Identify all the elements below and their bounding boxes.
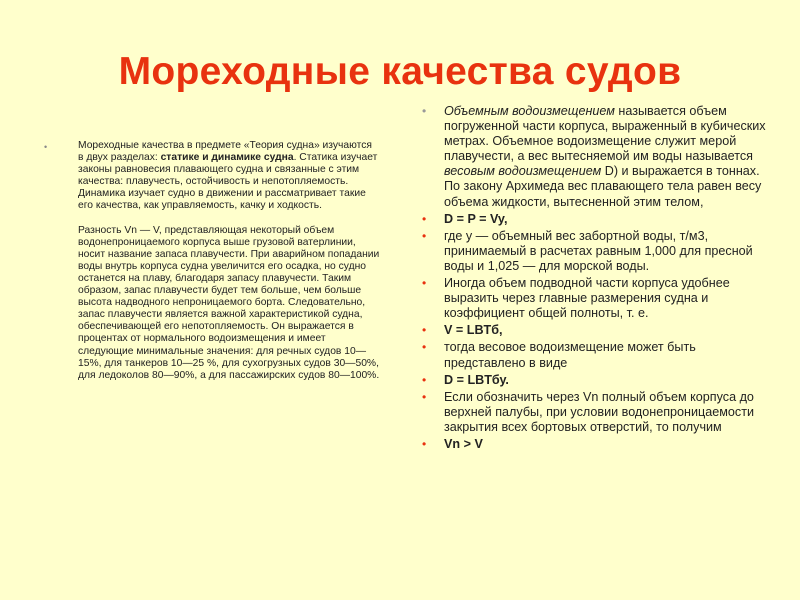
left-text-block: [44, 140, 380, 382]
left-paragraph-2: Разность Vn — V, представляющая некоторый объем водонепроницаемого корпуса выше грузовой ватерлинии, носит название запаса плавучести. При аварийном попадании воды внутрь корпуса судна увеличится его осадка, но судно останется на плаву, благодаря запасу плавучести. Таким образом, запас плавучести будет тем больше, чем больше высота надводного непроницаемого борта. Следовательно, запас плавучести является важной характеристикой судна, обеспечивающей его непотопляемость. Он выражается в процентах от нормального водоизмещения и имеет следующие минимальные значения: для речных судов 10—15%, для танкеров 10—25 %, для сухогрузных судов 30—50%, для ледоколов 80—90%, а для пассажирских судов 80—100%.: [78, 224, 380, 381]
list-item: • где у — объемный вес забортной воды, т/м3, принимаемый в расчетах равным 1,000 для пресной воды и 1,025 — для морской воды.: [422, 228, 753, 273]
right-bullet-list: [420, 104, 776, 454]
list-item: • D = LBTбу.: [422, 372, 509, 387]
bullet-icon: •: [44, 142, 48, 152]
list-item: • Vn > V: [422, 436, 483, 451]
list-item: • тогда весовое водоизмещение может быть представлено в виде: [422, 340, 696, 370]
list-item: • V = LBTб,: [422, 323, 503, 338]
bullet-icon: •: [422, 323, 427, 338]
bullet-icon: •: [422, 389, 427, 404]
list-item: • Объемным водоизмещением называется объем погруженной части корпуса, выраженный в кубических метрах. Объемное водоизмещение служит мерой плавучести, а вес вытесняемой им воды называется весовым водоизмещением D) и выражается в тоннах. По закону Архимеда вес плавающего тела равен весу объема жидкости, вытесненной этим телом,: [422, 104, 766, 209]
bullet-icon: •: [422, 436, 427, 451]
bullet-icon: •: [422, 211, 427, 226]
bold-term: статике и динамике судна: [160, 152, 294, 164]
bullet-icon: •: [422, 104, 427, 118]
bullet-icon: •: [422, 276, 427, 291]
bullet-icon: •: [422, 340, 427, 355]
bullet-icon: •: [422, 228, 427, 243]
list-item: • Иногда объем подводной части корпуса удобнее выразить через главные размерения судна и коэффициент общей полноты, т. е.: [422, 276, 730, 321]
list-item: • D = P = Vy,: [422, 211, 508, 226]
bullet-icon: •: [422, 372, 427, 387]
slide-title: Мореходные качества судов: [118, 50, 682, 93]
list-item: • Если обозначить через Vn полный объем корпуса до верхней палубы, при условии водонепроницаемости закрытия всех бортовых отверстий, то получим: [422, 389, 755, 434]
left-paragraph-1: Мореходные качества в предмете «Теория судна» изучаются в двух разделах: статике и динамике судна. Статика изучает законы равновесия плавающего судна и связанные с этим качества: плавучесть, остойчивость и непотопляемость. Динамика изучает судно в движении и рассматривает такие его качества, как управляемость, качку и ходкость.: [78, 140, 378, 212]
